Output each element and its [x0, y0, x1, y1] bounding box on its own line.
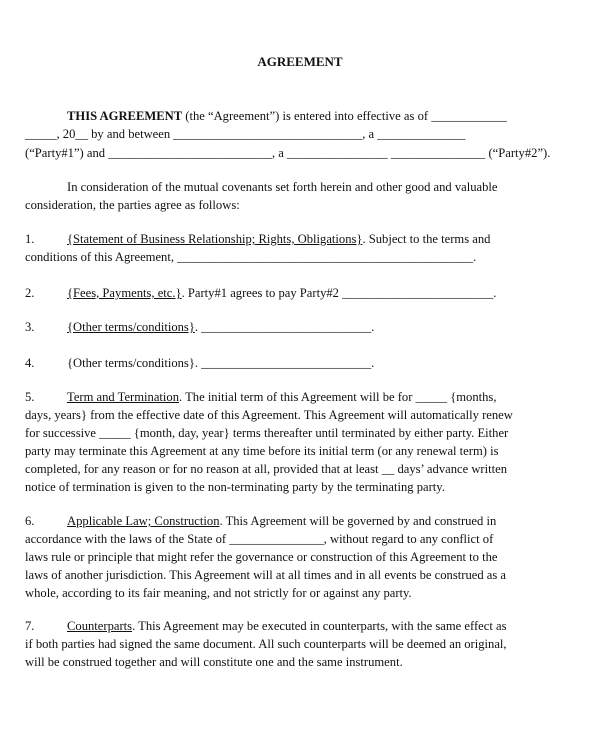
section-5-text: . The initial term of this Agreement will be for _____ {months, [179, 390, 497, 404]
section-6-line-4: laws of another jurisdiction. This Agreement will at all times and in all events be construed as a [25, 568, 507, 582]
section-5-line-5: completed, for any reason or for no reason at all, provided that at least __ days’ advance written [25, 462, 507, 476]
section-3-line [25, 318, 585, 336]
section-5-line-1 [25, 388, 585, 406]
section-7-line-1 [25, 617, 585, 635]
intro-line-1-text: (the “Agreement”) is entered into effective as of ____________ [182, 109, 507, 123]
section-4-number: 4. [25, 356, 35, 370]
section-5-line-6: notice of termination is given to the non-terminating party by the terminating party. [25, 480, 445, 494]
section-2-number: 2. [25, 286, 35, 300]
section-1-line-1 [25, 230, 585, 248]
section-6-text: . This Agreement will be governed by and construed in [219, 514, 497, 528]
section-5-line-2: days, years} from the effective date of this Agreement. This Agreement will automatically renew [25, 408, 513, 422]
section-6-line-3: laws rule or principle that might refer the governance or construction of this Agreement to the [25, 550, 498, 564]
section-6-line-2: accordance with the laws of the State of _______________, without regard to any conflict of [25, 532, 494, 546]
section-5-title: Term and Termination [67, 390, 180, 404]
section-6-line-5: whole, according to its fair meaning, and not strictly for or against any party. [25, 586, 412, 600]
section-4-line [25, 354, 585, 372]
intro-line-1 [25, 107, 585, 125]
section-5-line-3: for successive _____ {month, day, year} terms thereafter until terminated by either party. Either [25, 426, 509, 440]
section-7-line-3: will be construed together and will constitute one and the same instrument. [25, 655, 403, 669]
intro-line-2: _____, 20__ by and between ______________________________, a ______________ [25, 127, 466, 141]
section-7-line-2: if both parties had signed the same document. All such counterparts will be deemed an original, [25, 637, 507, 651]
section-3-title: {Other terms/conditions} [67, 320, 195, 334]
intro-line-3: (“Party#1”) and __________________________, a ________________ _______________ (“Party#2”). [25, 146, 551, 160]
section-2-title: {Fees, Payments, etc.} [67, 286, 182, 300]
section-5-number: 5. [25, 390, 35, 404]
section-3-text: . ___________________________. [194, 320, 375, 334]
section-2-line [25, 284, 585, 302]
consideration-line-2: consideration, the parties agree as follows: [25, 198, 240, 212]
section-1-text: . Subject to the terms and [362, 232, 491, 246]
intro-lead: THIS AGREEMENT [67, 109, 183, 123]
section-4-text: {Other terms/conditions}. ___________________________. [67, 356, 375, 370]
section-3-number: 3. [25, 320, 35, 334]
section-6-number: 6. [25, 514, 35, 528]
consideration-line-1: In consideration of the mutual covenants set forth herein and other good and valuable [67, 180, 498, 194]
section-6-line-1 [25, 512, 585, 530]
section-5-line-4: party may terminate this Agreement at any time before its initial term (or any renewal term) is [25, 444, 499, 458]
section-2-text: . Party#1 agrees to pay Party#2 ________________________. [181, 286, 497, 300]
section-1-line-2: conditions of this Agreement, _______________________________________________. [25, 250, 477, 264]
section-7-number: 7. [25, 619, 35, 633]
section-1-title: {Statement of Business Relationship; Rights, Obligations} [67, 232, 363, 246]
section-7-title: Counterparts [67, 619, 133, 633]
agreement-title: AGREEMENT [257, 54, 343, 69]
section-6-title: Applicable Law; Construction [67, 514, 220, 528]
section-7-text: . This Agreement may be executed in counterparts, with the same effect as [132, 619, 507, 633]
section-1-number: 1. [25, 232, 35, 246]
